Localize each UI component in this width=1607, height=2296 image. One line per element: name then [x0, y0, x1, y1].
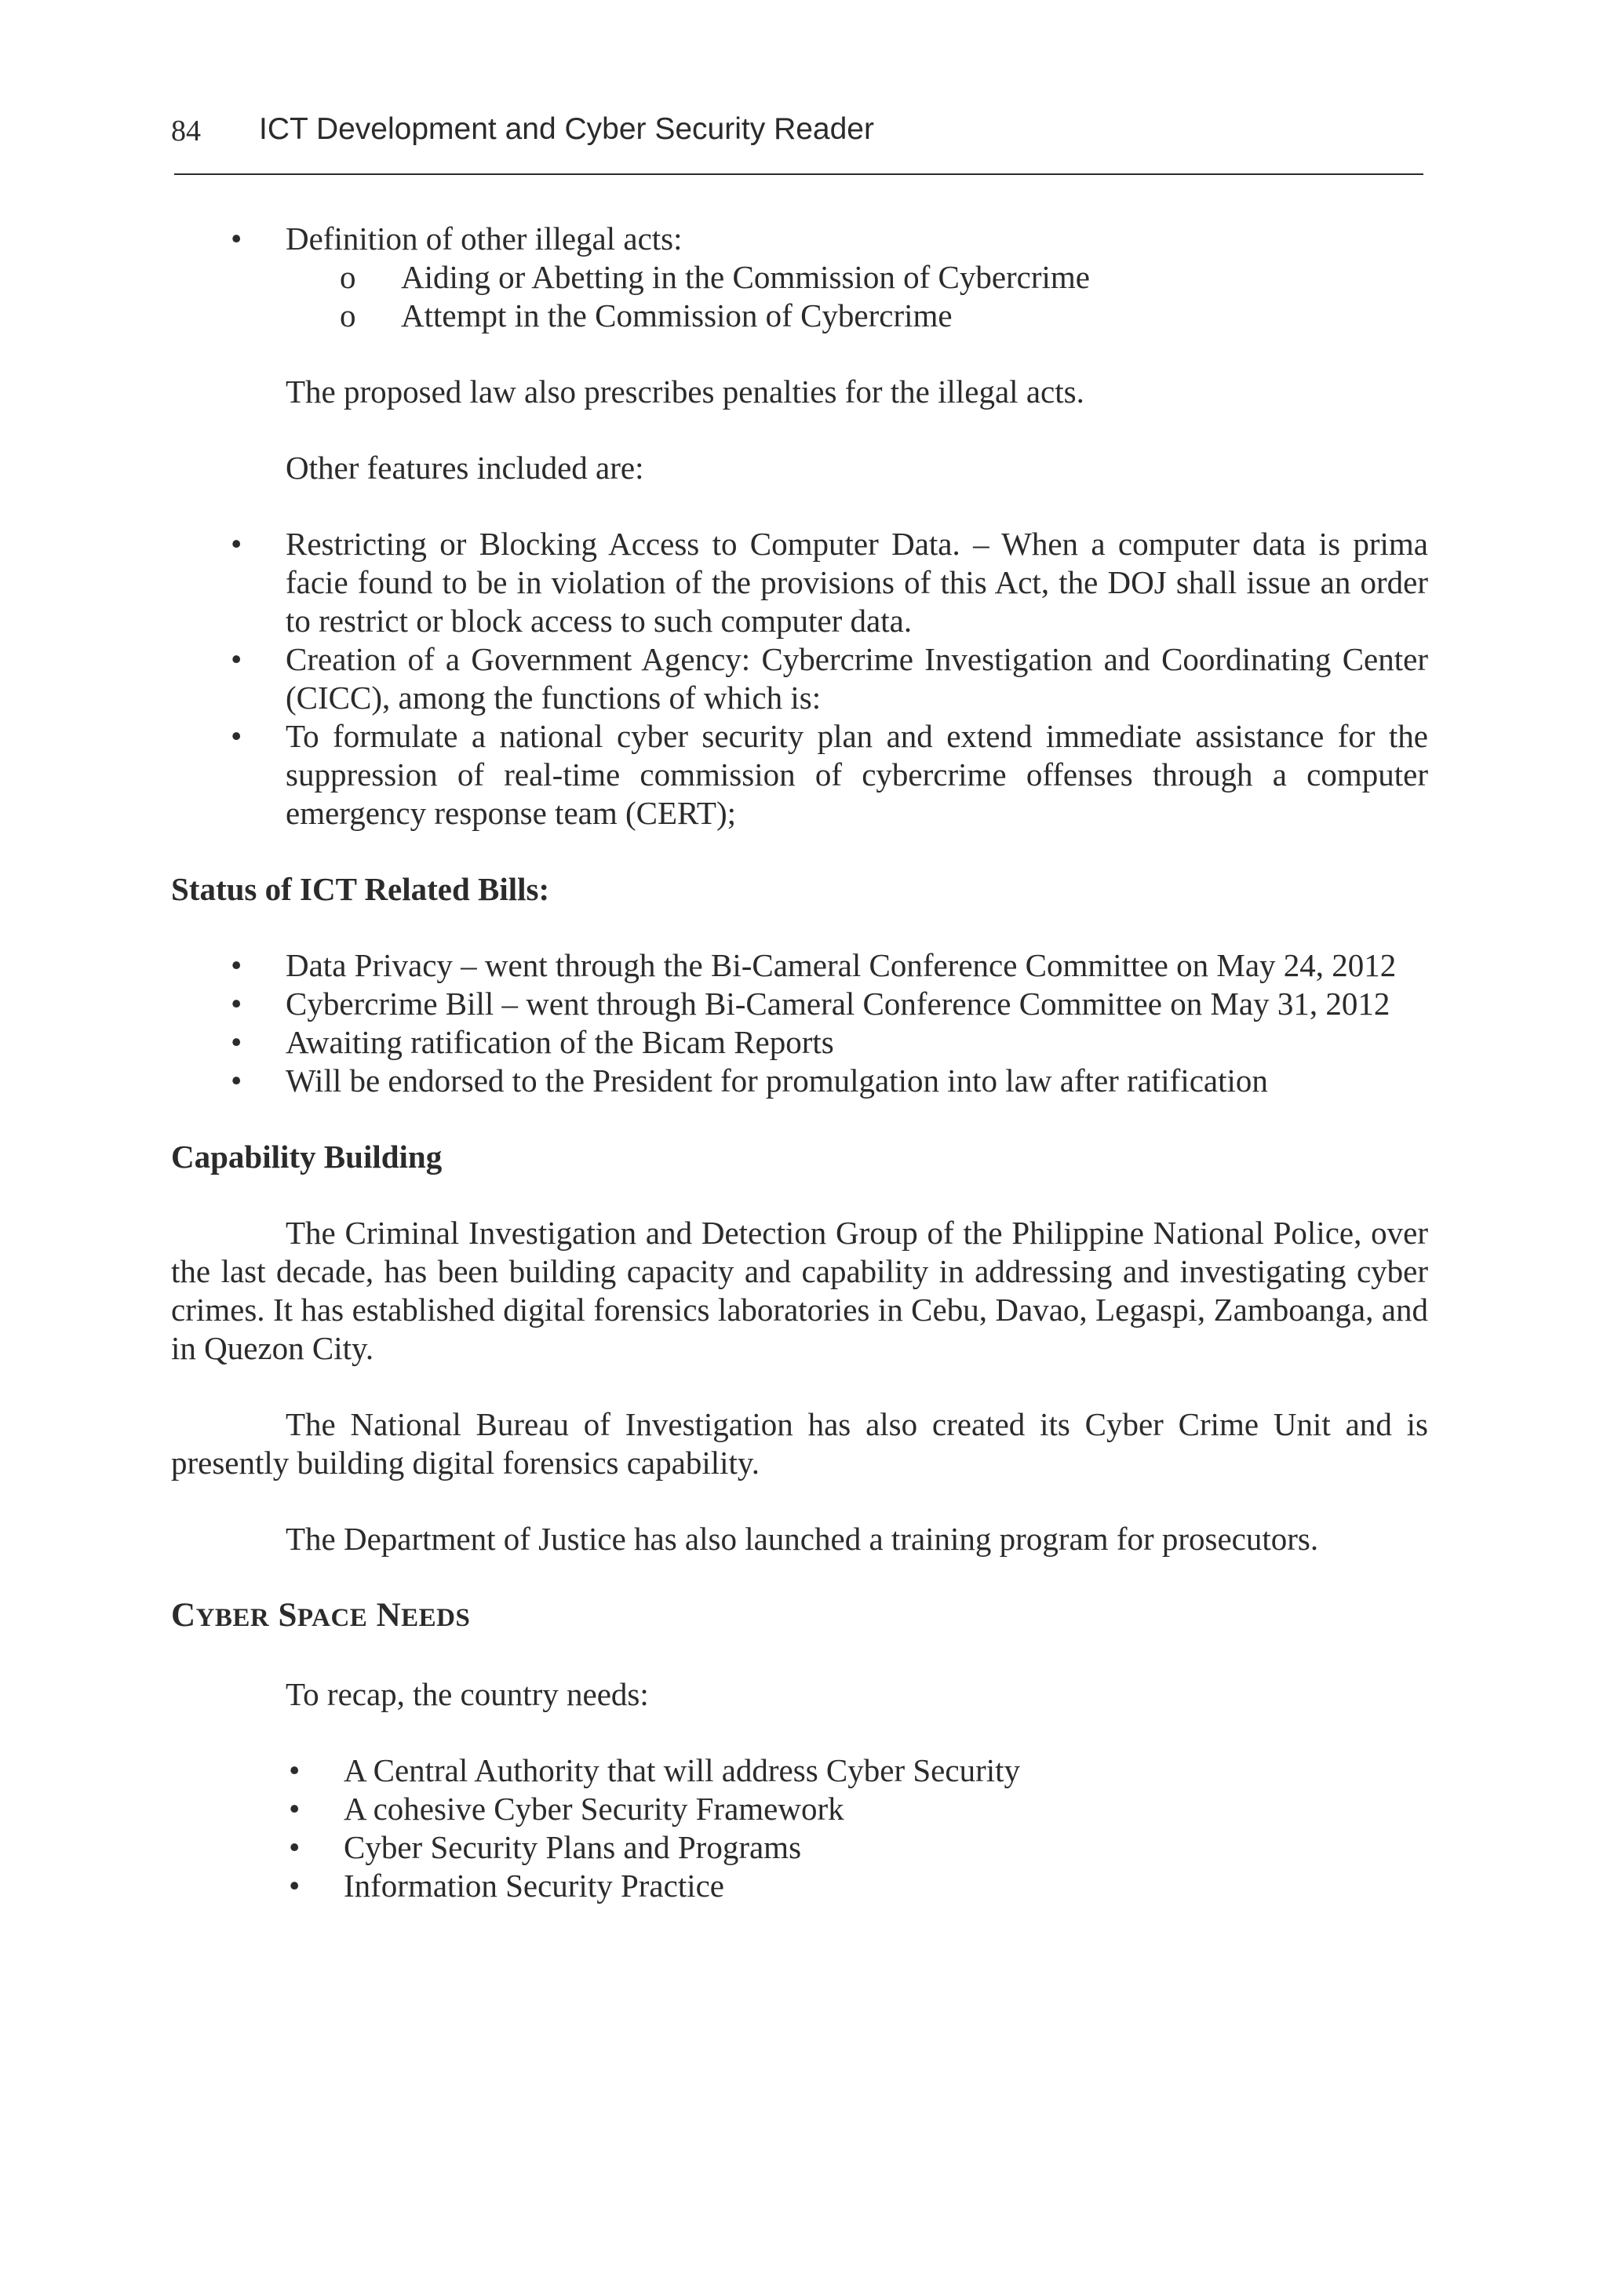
bullet-glyph: •: [231, 718, 242, 754]
list-item-text: A Central Authority that will address Cyber Security: [344, 1752, 1021, 1788]
list-item: [171, 525, 1428, 640]
bullet-glyph: •: [289, 1752, 301, 1788]
sub-list-item-text: Attempt in the Commission of Cybercrime: [401, 297, 953, 333]
body-paragraph: The National Bureau of Investigation has also created its Cyber Crime Unit and is presently building digital forensics capability.: [171, 1406, 1428, 1481]
list-item: [171, 1828, 1428, 1867]
list-item-text: Information Security Practice: [344, 1868, 724, 1904]
list-item: [171, 985, 1428, 1023]
needs-list: [171, 1751, 1428, 1905]
list-item: [171, 1790, 1428, 1828]
body-paragraph: The Department of Justice has also launched a training program for prosecutors.: [286, 1521, 1319, 1557]
heading-initial: C: [171, 1597, 196, 1634]
sub-list-item: [171, 258, 1428, 297]
page-number: 84: [171, 115, 201, 148]
list-item: [171, 1023, 1428, 1062]
penalties-paragraph: The proposed law also prescribes penalties for the illegal acts.: [286, 374, 1084, 410]
list-item-text: To formulate a national cyber security plan and extend immediate assistance for the suppression of real-time commission of cybercrime offenses through a computer emergency response team (CERT);: [286, 718, 1428, 831]
body-paragraph: The Criminal Investigation and Detection Group of the Philippine National Police, over the last decade, has been building capacity and capability in addressing and investigating cyber crimes. It has established digital forensics laboratories in Cebu, Davao, Legaspi, Zamboanga, and in Quezon City.: [171, 1215, 1428, 1366]
list-item-text: Data Privacy – went through the Bi-Cameral Conference Committee on May 24, 2012: [286, 947, 1397, 983]
sub-marker: o: [340, 297, 356, 333]
heading-word: [279, 1597, 368, 1634]
list-item: [171, 717, 1428, 833]
sub-list-item: [171, 297, 1428, 335]
list-item: [171, 640, 1428, 717]
bullet-glyph: •: [231, 641, 242, 677]
bullet-glyph: •: [231, 947, 242, 983]
list-item-text: Cyber Security Plans and Programs: [344, 1829, 802, 1865]
needs-intro: To recap, the country needs:: [286, 1676, 649, 1712]
bullet-glyph: •: [231, 986, 242, 1022]
status-list: [171, 946, 1428, 1100]
heading-rest: EEDS: [401, 1604, 471, 1632]
heading-word: [377, 1597, 471, 1634]
running-title: ICT Development and Cyber Security Reader: [259, 112, 874, 146]
list-item: [171, 1867, 1428, 1905]
list-item-text: Awaiting ratification of the Bicam Reports: [286, 1024, 834, 1060]
sub-marker: o: [340, 259, 356, 295]
status-heading: Status of ICT Related Bills:: [171, 871, 550, 907]
list-item: [171, 220, 1428, 258]
list-item: [171, 1062, 1428, 1100]
heading-initial: S: [278, 1597, 297, 1634]
list-item: [171, 946, 1428, 985]
heading-word: [171, 1597, 269, 1634]
list-item-text: Creation of a Government Agency: Cybercrime Investigation and Coordinating Center (CICC), among the functions of which is:: [286, 641, 1428, 716]
list-item-text: A cohesive Cyber Security Framework: [344, 1791, 844, 1827]
bullet-glyph: •: [289, 1868, 301, 1904]
bullet-glyph: •: [231, 1062, 242, 1099]
bullet-glyph: •: [231, 220, 242, 257]
capability-heading: Capability Building: [171, 1139, 443, 1175]
other-features-paragraph: Other features included are:: [286, 450, 644, 486]
heading-rest: PACE: [297, 1604, 368, 1632]
list-item: [171, 1751, 1428, 1790]
bullet-glyph: •: [231, 526, 242, 562]
list-item-text: Will be endorsed to the President for promulgation into law after ratification: [286, 1062, 1268, 1099]
list-item-text: Restricting or Blocking Access to Computer Data. – When a computer data is prima facie found to be in violation of the provisions of this Act, the DOJ shall issue an order to restrict or block access to such computer data.: [286, 526, 1428, 639]
features-list: [171, 525, 1428, 833]
bullet-glyph: •: [231, 1024, 242, 1060]
list-item-text: Definition of other illegal acts:: [286, 220, 683, 257]
illegal-acts-list: [171, 220, 1428, 335]
bullet-glyph: •: [289, 1829, 301, 1865]
list-item-text: Cybercrime Bill – went through Bi-Cameral Conference Committee on May 31, 2012: [286, 986, 1390, 1022]
cyber-space-needs-heading: [171, 1596, 1428, 1638]
bullet-glyph: •: [289, 1791, 301, 1827]
sub-list-item-text: Aiding or Abetting in the Commission of Cybercrime: [401, 259, 1090, 295]
header-rule: [174, 173, 1423, 175]
heading-initial: N: [376, 1597, 402, 1634]
heading-rest: YBER: [195, 1604, 270, 1632]
page-body: [171, 220, 1428, 1905]
